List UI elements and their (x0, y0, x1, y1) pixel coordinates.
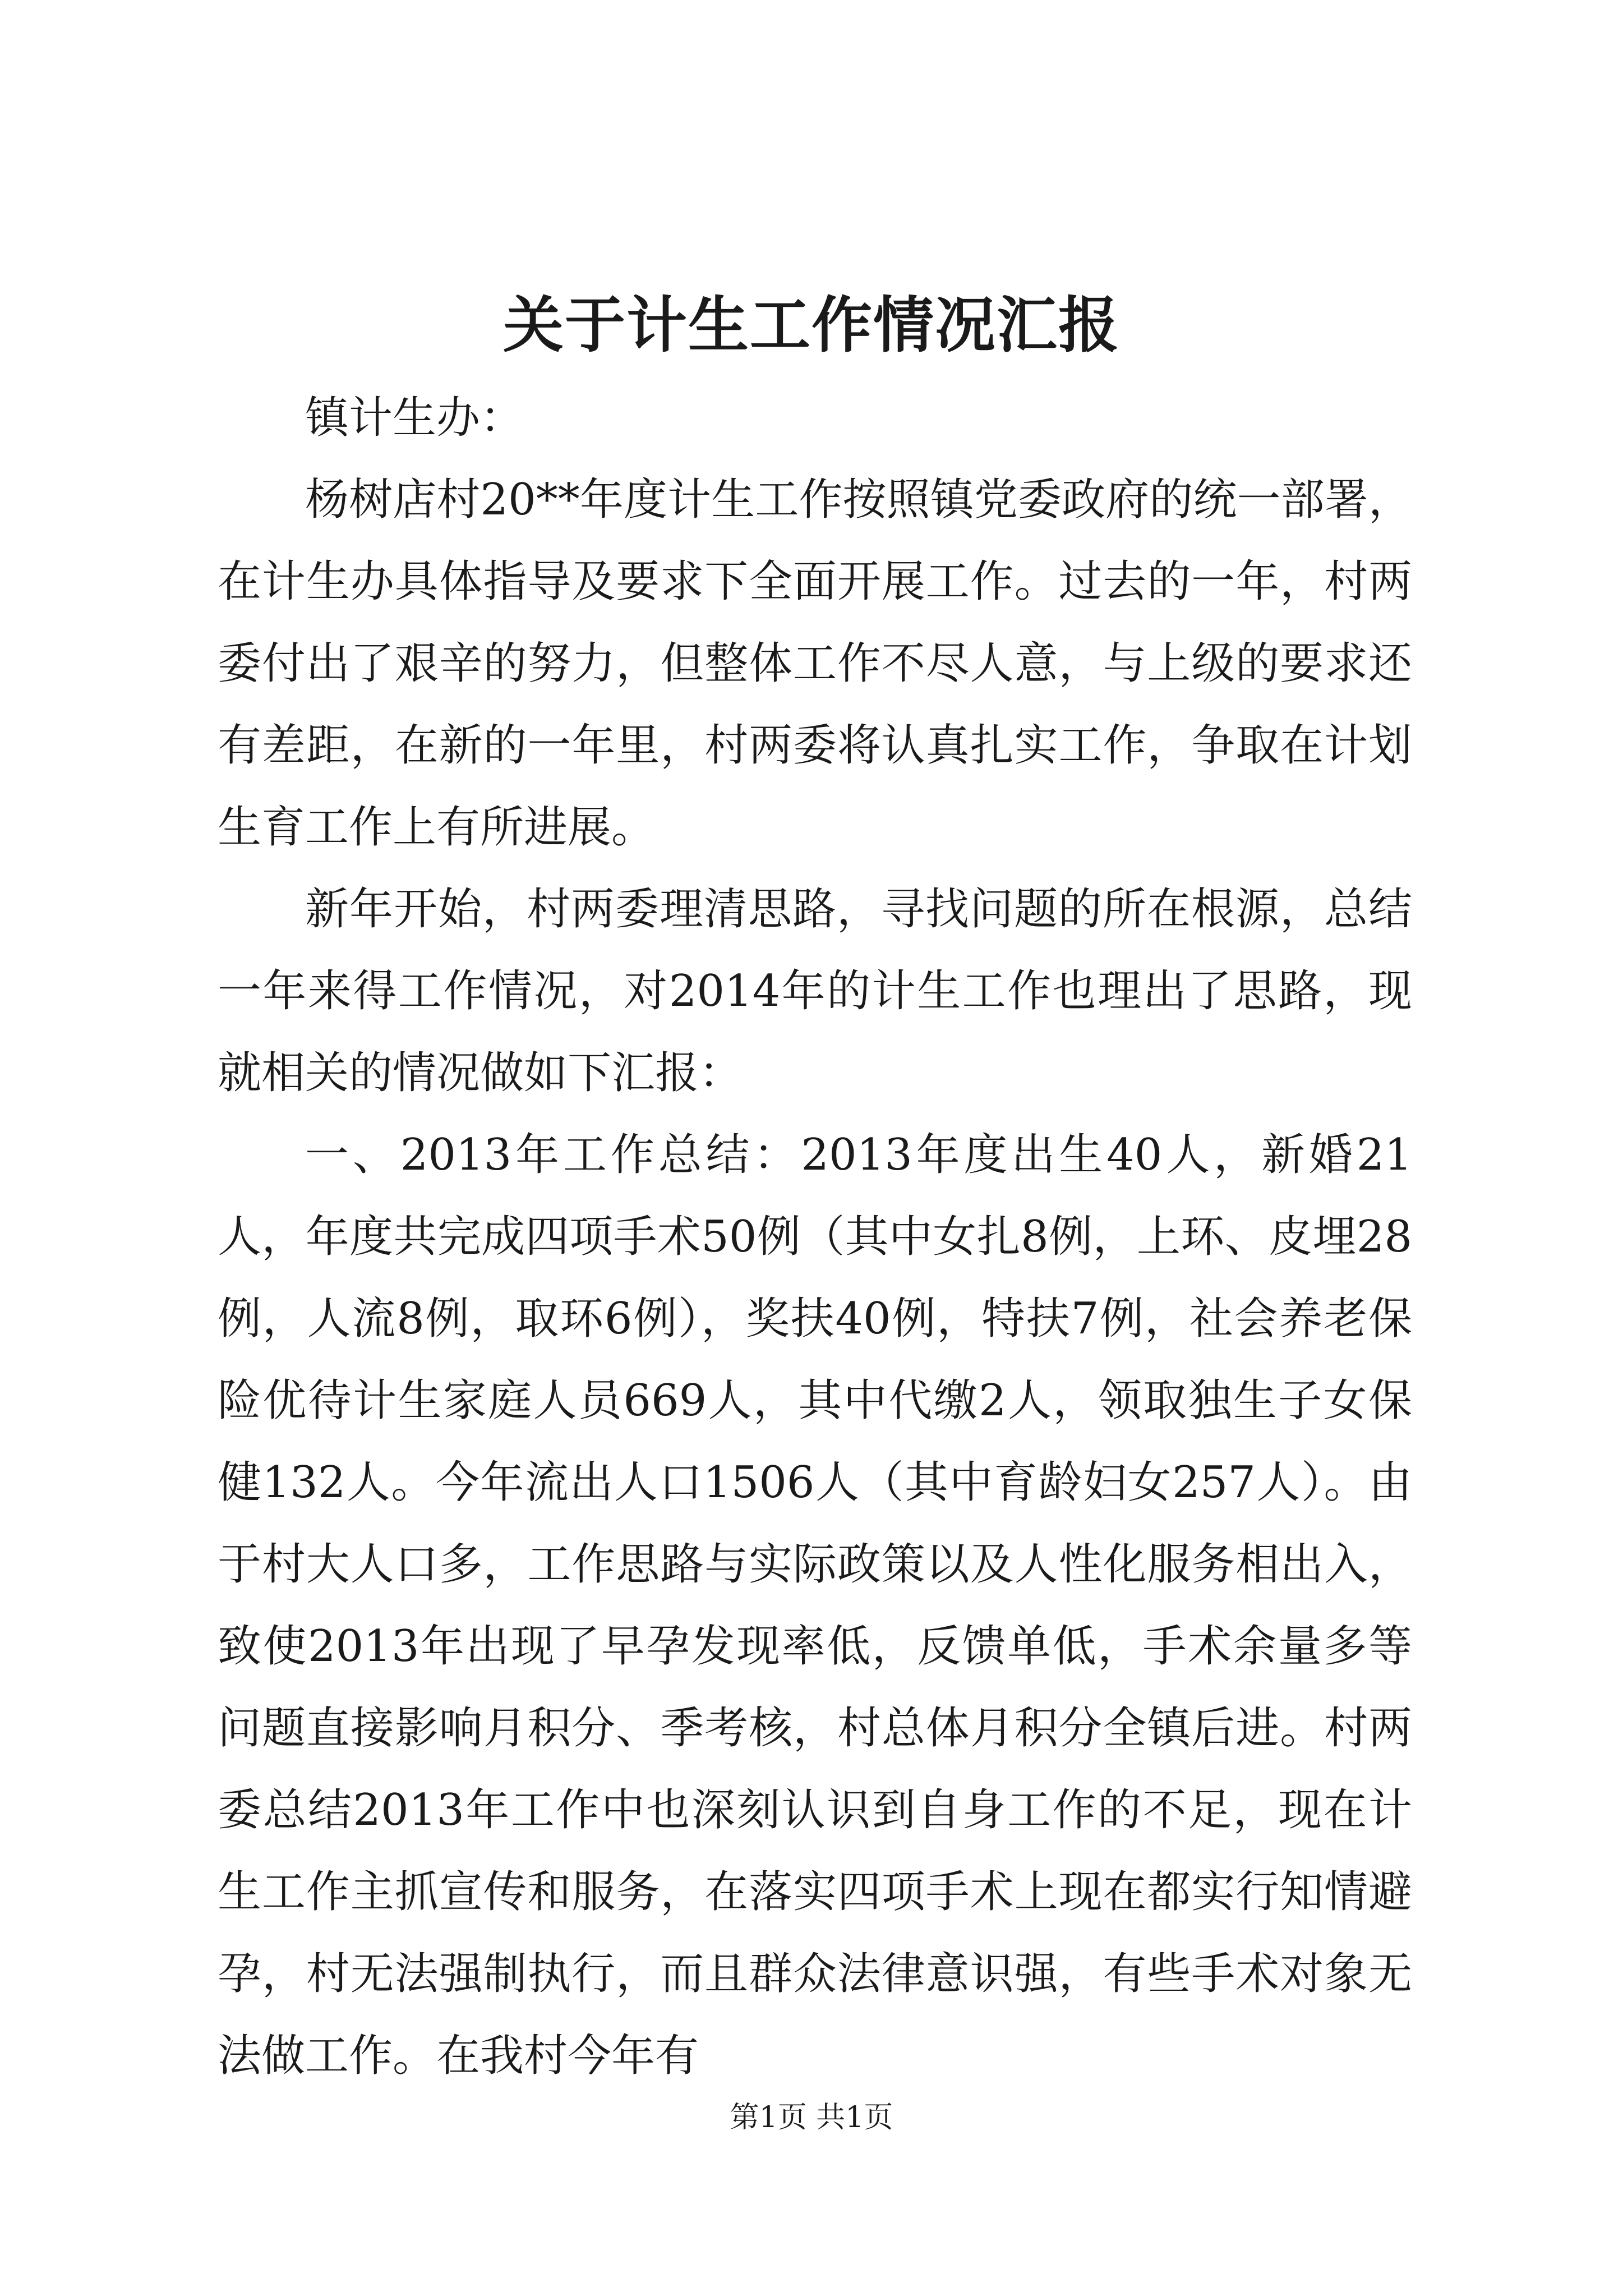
salutation: 镇计生办： (305, 393, 524, 443)
paragraph-2: 新年开始，村两委理清思路，寻找问题的所在根源，总结一年来得工作情况，对2014年的计生工作也理出了思路，现就相关的情况做如下汇报： (218, 884, 1412, 1098)
document-body (218, 377, 1412, 2097)
paragraph-1: 杨树店村20**年度计生工作按照镇党委政府的统一部署，在计生办具体指导及要求下全面开展工作。过去的一年，村两委付出了艰辛的努力，但整体工作不尽人意，与上级的要求还有差距，在新的一年里，村两委将认真扎实工作，争取在计划生育工作上有所进展。 (218, 475, 1412, 853)
document-title: 关于计生工作情况汇报 (502, 290, 1120, 361)
paragraph-3: 一、2013年工作总结：2013年度出生40人，新婚21人，年度共完成四项手术50例（其中女扎8例，上环、皮埋28例，人流8例，取环6例），奖扶40例，特扶7例，社会养老保险优待计生家庭人员669人，其中代缴2人，领取独生子女保健132人。今年流出人口1506人（其中育龄妇女257人）。由于村大人口多，工作思路与实际政策以及人性化服务相出入，致使2013年出现了早孕发现率低，反馈单低，手术余量多等问题直接影响月积分、季考核，村总体月积分全镇后进。村两委总结2013年工作中也深刻认识到自身工作的不足，现在计生工作主抓宣传和服务，在落实四项手术上现在都实行知情避孕，村无法强制执行，而且群众法律意识强，有些手术对象无法做工作。在我村今年有 (218, 1130, 1412, 2081)
page-footer: 第1页 共1页 (730, 2101, 893, 2134)
